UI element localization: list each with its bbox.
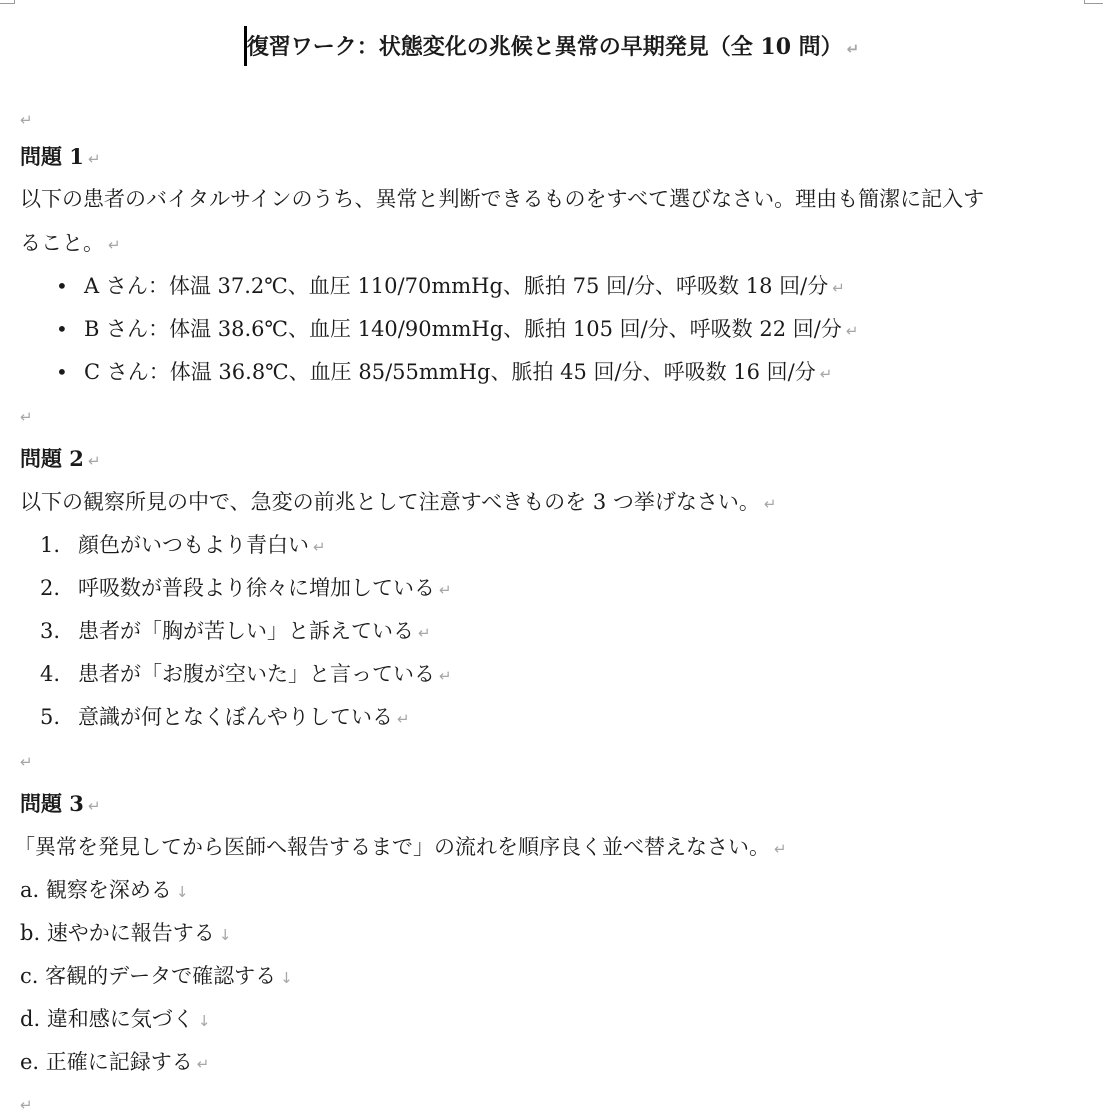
- document-title[interactable]: [0, 27, 1103, 69]
- text-cursor: [244, 26, 247, 66]
- paragraph-mark-icon: ↵: [439, 667, 452, 685]
- q1-bullet-item: • A さん：体温 37.2℃、血圧 110/70mmHg、脈拍 75 回/分、呼吸数 18 回/分 ↵: [20, 271, 845, 303]
- q2-list-item: 2. 呼吸数が普段より徐々に増加している ↵: [39, 576, 452, 600]
- q3-option: e. 正確に記録する ↵: [20, 1050, 210, 1074]
- paragraph-mark-icon: ↵: [108, 236, 121, 254]
- q1-bullet-item: • C さん：体温 36.8℃、血圧 85/55mmHg、脈拍 45 回/分、呼吸数 16 回/分 ↵: [20, 357, 832, 389]
- paragraph-mark-icon: ↵: [832, 279, 845, 297]
- paragraph-mark-icon: ↵: [846, 40, 860, 58]
- paragraph-mark-icon: ↵: [20, 1096, 33, 1114]
- bullet-icon: •: [56, 317, 68, 341]
- q3-option: a. 観察を深める ↓: [20, 878, 189, 902]
- paragraph-mark-icon: ↵: [418, 624, 431, 642]
- empty-paragraph: [20, 400, 33, 432]
- paragraph-mark-icon: ↵: [87, 797, 101, 815]
- q2-list-item: 5. 意識が何となくぼんやりしている ↵: [39, 705, 410, 729]
- empty-paragraph: [20, 1088, 33, 1120]
- q1-heading: 問題 1 ↵: [20, 144, 101, 169]
- empty-paragraph: [20, 745, 33, 777]
- line-break-icon: ↓: [280, 969, 293, 987]
- q3-option: d. 違和感に気づく ↓: [20, 1007, 211, 1031]
- bullet-icon: •: [56, 274, 68, 298]
- page-corner-left: [0, 0, 15, 4]
- q1-text-line2: ること。 ↵: [20, 231, 121, 255]
- paragraph-mark-icon: ↵: [313, 538, 326, 556]
- paragraph-mark-icon: ↵: [87, 150, 101, 168]
- line-break-icon: ↓: [218, 926, 232, 944]
- paragraph-mark-icon: ↵: [20, 408, 33, 426]
- q2-list-item: 4. 患者が「お腹が空いた」と言っている ↵: [39, 662, 452, 686]
- line-break-icon: ↓: [197, 1012, 211, 1030]
- q3-text: 「異常を発見してから医師へ報告するまで」の流れを順序良く並べ替えなさい。 ↵: [14, 835, 787, 859]
- bullet-icon: •: [56, 360, 68, 384]
- paragraph-mark-icon: ↵: [845, 322, 859, 340]
- title-text: 復習ワーク：状態変化の兆候と異常の早期発見（全 10 問）: [246, 34, 843, 60]
- paragraph-mark-icon: ↵: [763, 495, 777, 513]
- q2-list-item: 1. 顔色がいつもより青白い ↵: [39, 533, 326, 557]
- line-break-icon: ↓: [175, 883, 189, 901]
- empty-paragraph: [20, 103, 33, 135]
- paragraph-mark-icon: ↵: [819, 365, 833, 383]
- q2-heading: 問題 2 ↵: [20, 446, 101, 471]
- q2-text: 以下の観察所見の中で、急変の前兆として注意すべきものを 3 つ挙げなさい。 ↵: [20, 490, 777, 514]
- paragraph-mark-icon: ↵: [196, 1055, 210, 1073]
- page-corner-right: [1084, 0, 1103, 4]
- q3-option: c. 客観的データで確認する ↓: [20, 964, 293, 988]
- paragraph-mark-icon: ↵: [20, 111, 33, 129]
- q3-option: b. 速やかに報告する ↓: [20, 921, 232, 945]
- q1-bullet-item: • B さん：体温 38.6℃、血圧 140/90mmHg、脈拍 105 回/分、呼吸数 22 回/分 ↵: [20, 314, 858, 346]
- paragraph-mark-icon: ↵: [774, 840, 787, 858]
- q1-text-line1: 以下の患者のバイタルサインのうち、異常と判断できるものをすべて選びなさい。理由も簡潔に記入す: [20, 187, 985, 211]
- q2-list-item: 3. 患者が「胸が苦しい」と訴えている ↵: [39, 619, 431, 643]
- q3-heading: 問題 3 ↵: [20, 791, 101, 816]
- paragraph-mark-icon: ↵: [20, 753, 33, 771]
- paragraph-mark-icon: ↵: [397, 710, 410, 728]
- paragraph-mark-icon: ↵: [439, 581, 452, 599]
- paragraph-mark-icon: ↵: [87, 452, 101, 470]
